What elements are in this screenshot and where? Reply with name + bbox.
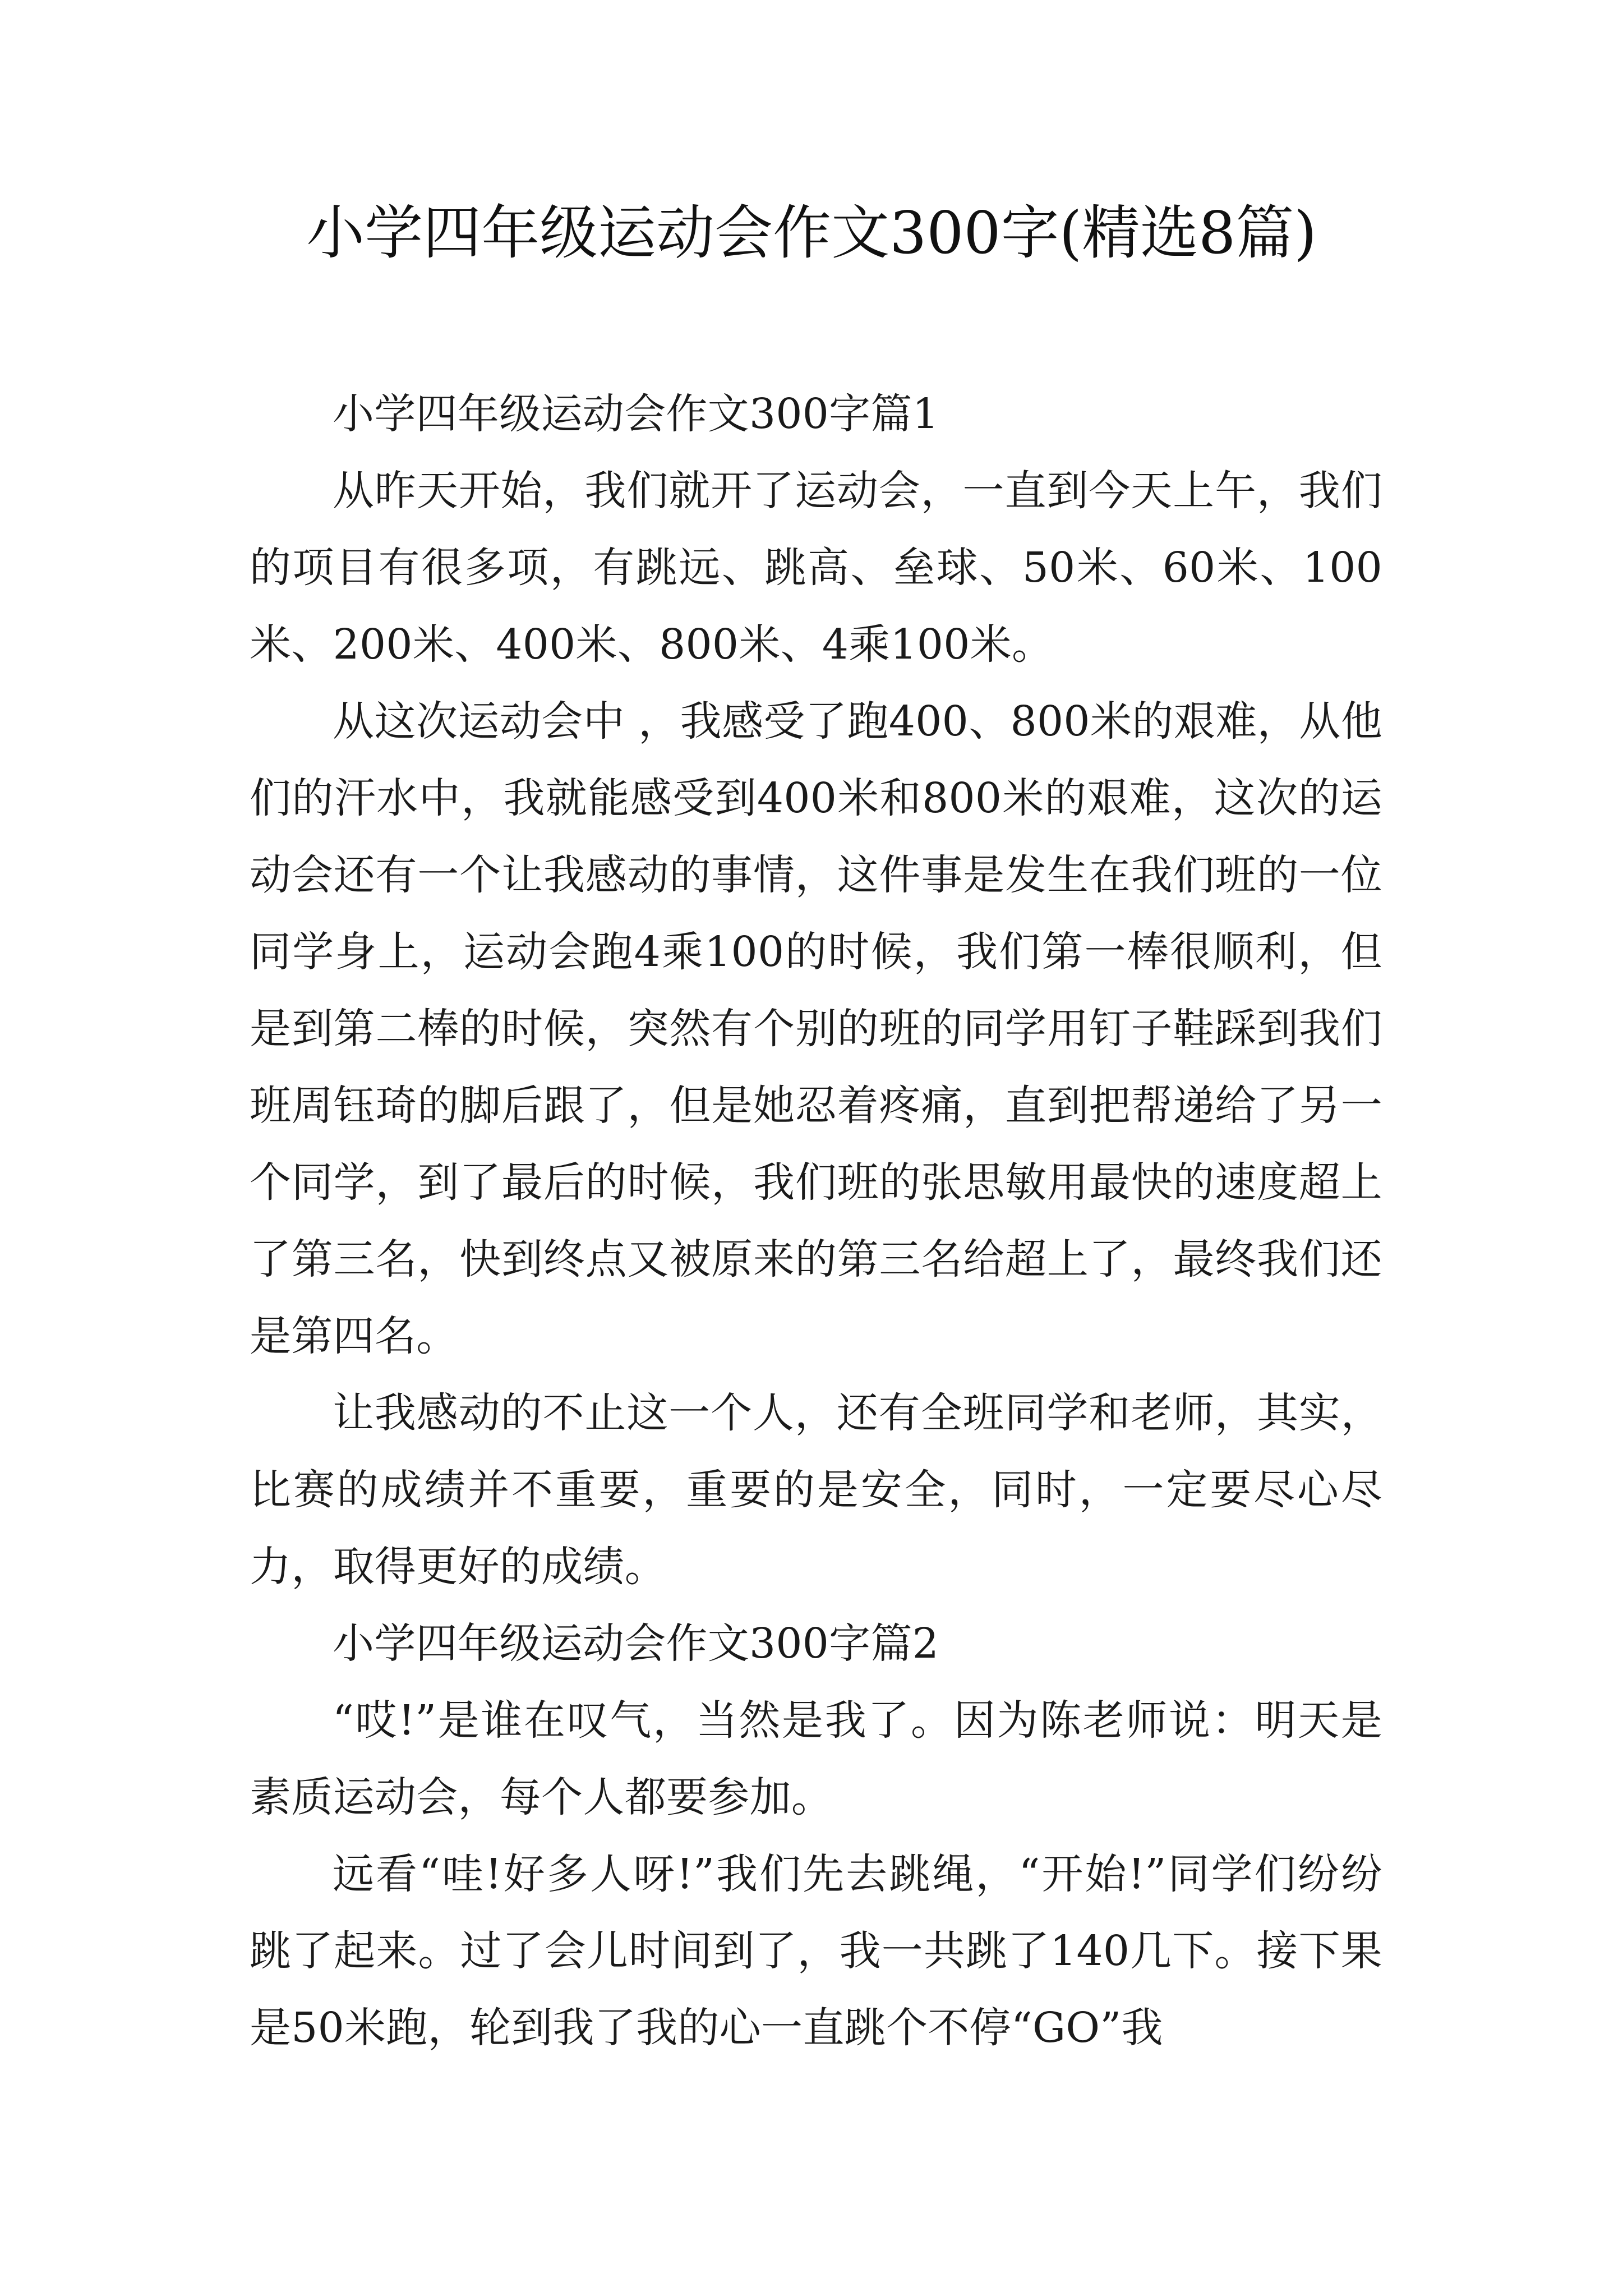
document-body	[250, 376, 1382, 2067]
paragraph: 从这次运动会中 ，我感受了跑400、800米的艰难，从他们的汗水中，我就能感受到400米和800米的艰难，这次的运动会还有一个让我感动的事情，这件事是发生在我们班的一位同学身上，运动会跑4乘100的时候，我们第一棒很顺利，但是到第二棒的时候，突然有个别的班的同学用钉子鞋踩到我们班周钰琦的脚后跟了，但是她忍着疼痛，直到把帮递给了另一个同学，到了最后的时候，我们班的张思敏用最快的速度超上了第三名，快到终点又被原来的第三名给超上了，最终我们还是第四名。	[250, 697, 1382, 1360]
section-heading-1: 小学四年级运动会作文300字篇1	[333, 390, 939, 438]
paragraph: 从昨天开始，我们就开了运动会，一直到今天上午，我们的项目有很多项，有跳远、跳高、垒球、50米、60米、100米、200米、400米、800米、4乘100米。	[250, 467, 1382, 669]
document-title: 小学四年级运动会作文300字(精选8篇)	[306, 199, 1317, 267]
section-heading-2: 小学四年级运动会作文300字篇2	[333, 1619, 939, 1668]
paragraph: “哎!”是谁在叹气，当然是我了。因为陈老师说：明天是素质运动会，每个人都要参加。	[250, 1696, 1382, 1821]
paragraph: 远看“哇!好多人呀!”我们先去跳绳，“开始!”同学们纷纷跳了起来。过了会儿时间到了，我一共跳了140几下。接下果是50米跑，轮到我了我的心一直跳个不停“GO”我	[250, 1850, 1382, 2052]
paragraph: 让我感动的不止这一个人，还有全班同学和老师，其实，比赛的成绩并不重要，重要的是安全，同时，一定要尽心尽力，取得更好的成绩。	[250, 1389, 1382, 1591]
